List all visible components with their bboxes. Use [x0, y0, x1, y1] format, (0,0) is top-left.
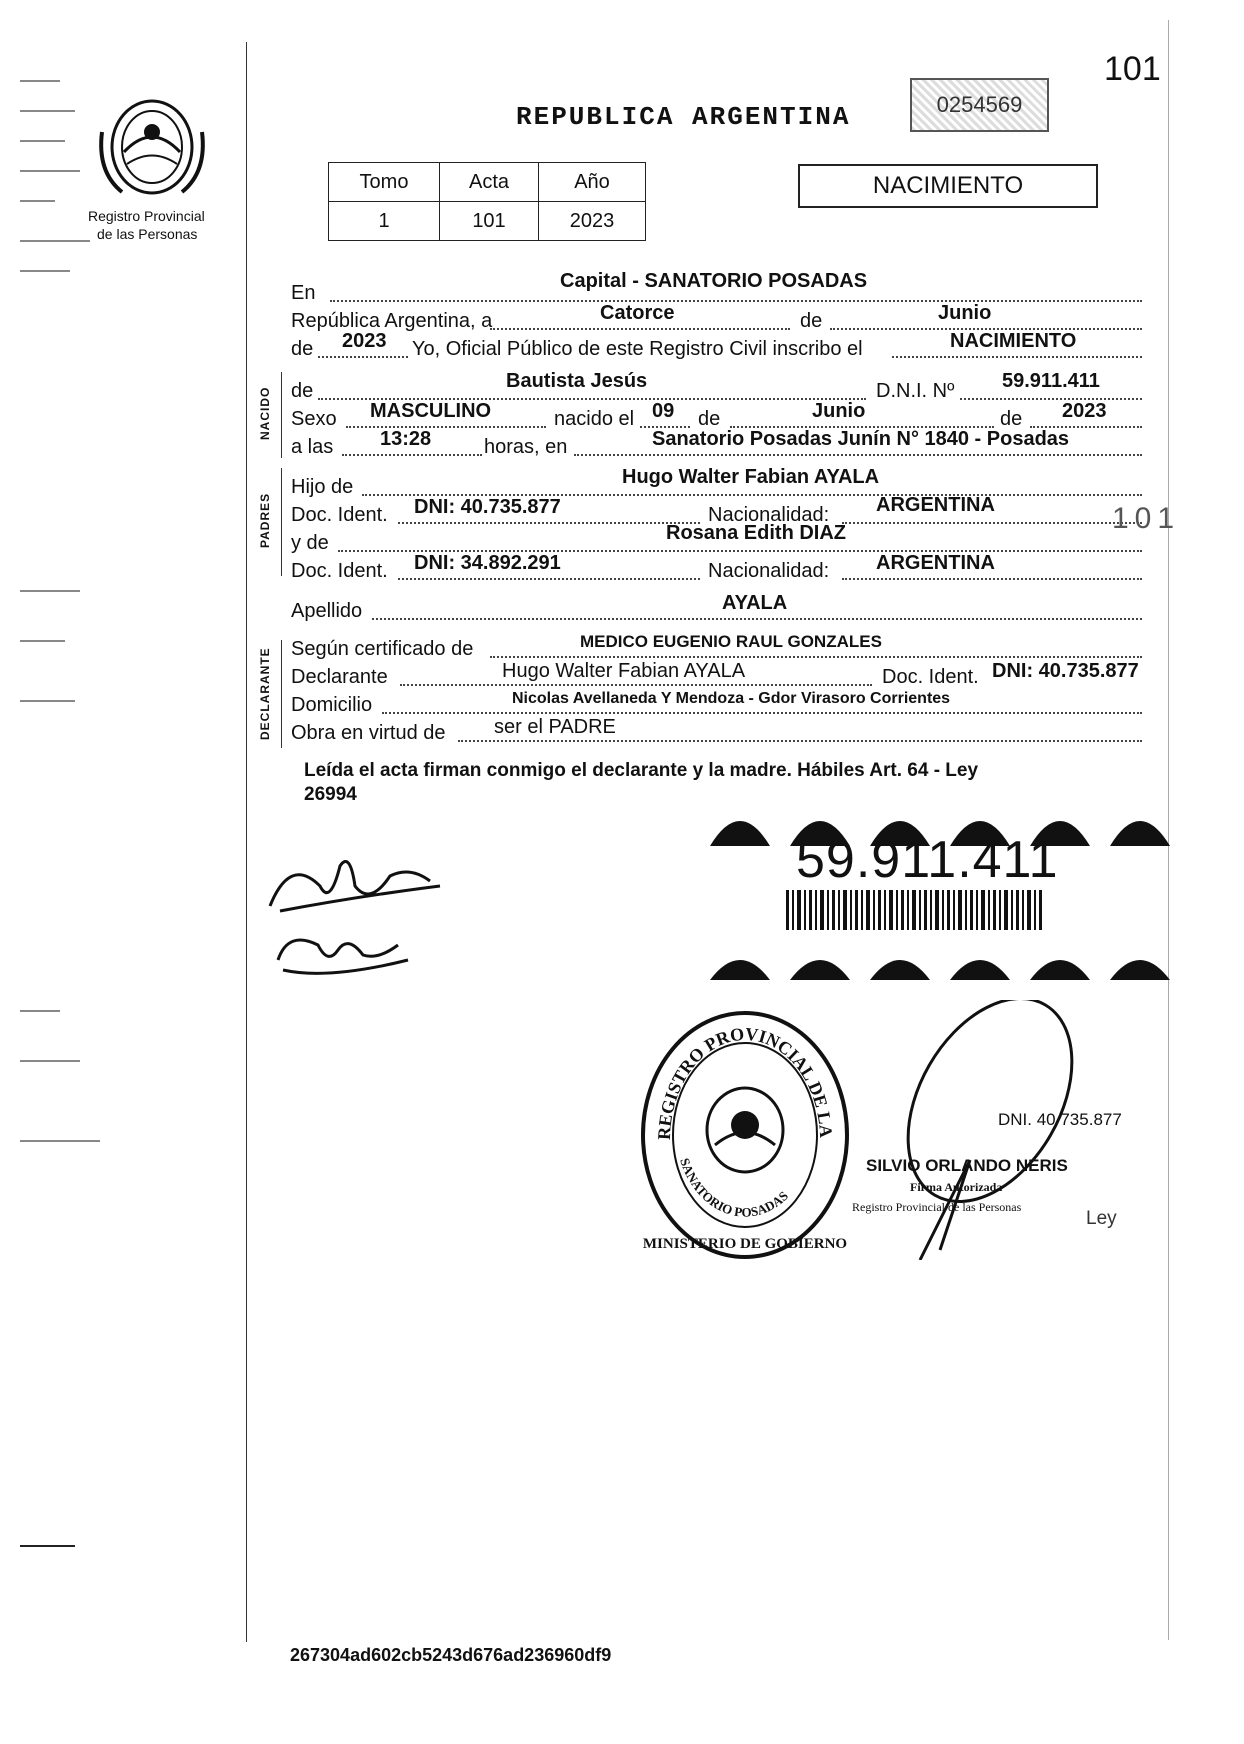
l8-nat-label: Nacionalidad:	[708, 504, 830, 526]
svg-text:SANATORIO POSADAS	[677, 1156, 791, 1220]
l2-mid: de	[800, 310, 823, 332]
l7-father: Hugo Walter Fabian AYALA	[622, 466, 880, 488]
document-hash: 267304ad602cb5243d676ad236960df9	[290, 1645, 612, 1665]
l2-dots-a	[490, 328, 790, 330]
l4-dni: 59.911.411	[1002, 370, 1100, 392]
signature-madre	[268, 920, 418, 990]
ano-header: Año	[539, 163, 646, 202]
l11-value: AYALA	[722, 592, 788, 614]
l13-doc-label: Doc. Ident.	[882, 666, 979, 688]
tomo-header: Tomo	[329, 163, 440, 202]
l13-prefix: Declarante	[291, 666, 388, 688]
officer-dni: DNI. 40 735.877	[998, 1110, 1122, 1129]
tomo-value: 1	[329, 202, 440, 241]
officer-org: Registro Provincial de las Personas	[852, 1200, 1022, 1214]
l14-value: Nicolas Avellaneda Y Mendoza - Gdor Virasoro Corrientes	[512, 690, 951, 707]
l5-de1: de	[698, 408, 721, 430]
l10-nat-label: Nacionalidad:	[708, 560, 830, 582]
seal-bottom-text: MINISTERIO DE GOBIERNO	[642, 1236, 848, 1252]
declarante-bracket	[281, 640, 282, 748]
l3-dots-b	[892, 356, 1142, 358]
l4-dots-b	[960, 398, 1142, 400]
l6-prefix: a las	[291, 436, 334, 458]
l3-mid: Yo, Oficial Público de este Registro Civil inscribo el	[412, 338, 863, 360]
l6-mid: horas, en	[484, 436, 568, 458]
page-number: 101	[1104, 50, 1161, 88]
l5-year: 2023	[1062, 400, 1107, 422]
side-label-declarante: DECLARANTE	[258, 647, 272, 740]
nacido-bracket	[281, 372, 282, 458]
barcode	[786, 890, 1046, 930]
dni-number: 59.911.411	[796, 831, 1059, 889]
l13-dots-a	[400, 684, 872, 686]
l13-value: Hugo Walter Fabian AYALA	[502, 660, 746, 682]
l8-prefix: Doc. Ident.	[291, 504, 388, 526]
dni-strip	[700, 796, 1170, 980]
l9-prefix: y de	[291, 532, 329, 554]
acta-value: 101	[440, 202, 539, 241]
side-label-nacido: NACIDO	[258, 386, 272, 440]
l6-dots-b	[574, 454, 1142, 456]
l5-month: Junio	[812, 400, 866, 422]
signature-declarante	[260, 846, 450, 926]
l15-dots	[458, 740, 1142, 742]
logo-org-line1: Registro Provincial	[88, 208, 205, 224]
l5-mid: nacido el	[554, 408, 635, 430]
l12-prefix: Según certificado de	[291, 638, 474, 660]
l13-doc: DNI: 40.735.877	[992, 660, 1139, 682]
l8-doc: DNI: 40.735.877	[414, 496, 561, 518]
province-logo	[92, 92, 212, 202]
l5-dots-a	[346, 426, 546, 428]
serial-stamp	[910, 78, 1049, 132]
officer-name: SILVIO ORLANDO NERIS	[866, 1156, 1068, 1175]
l1-value: Capital - SANATORIO POSADAS	[560, 270, 868, 292]
l7-prefix: Hijo de	[291, 476, 354, 498]
l14-prefix: Domicilio	[291, 694, 373, 716]
l3-year: 2023	[342, 330, 387, 352]
l6-time: 13:28	[380, 428, 432, 450]
l8-dots-a	[398, 522, 700, 524]
l5-day: 09	[652, 400, 675, 422]
l9-mother: Rosana Edith DIAZ	[666, 522, 847, 544]
l6-place: Sanatorio Posadas Junín N° 1840 - Posadas	[652, 428, 1070, 450]
official-seal	[640, 1010, 850, 1260]
l5-de2: de	[1000, 408, 1023, 430]
officer-ley: Ley	[1086, 1208, 1117, 1229]
l10-prefix: Doc. Ident.	[291, 560, 388, 582]
country-title: REPUBLICA ARGENTINA	[516, 102, 851, 132]
l3-value: NACIMIENTO	[950, 330, 1077, 352]
l4-name: Bautista Jesús	[506, 370, 648, 392]
l11-dots	[372, 618, 1142, 620]
l6-dots-a	[342, 454, 482, 456]
l4-dni-label: D.N.I. Nº	[876, 380, 955, 402]
ano-value: 2023	[539, 202, 646, 241]
l2-prefix: República Argentina, a	[291, 310, 493, 332]
closing-line1: Leída el acta firman conmigo el declarante y la madre. Hábiles Art. 64 - Ley	[304, 760, 979, 781]
l10-dots-a	[398, 578, 700, 580]
l12-value: MEDICO EUGENIO RAUL GONZALES	[580, 632, 882, 651]
tomo-acta-table	[328, 162, 646, 241]
l8-dots-b	[842, 522, 1142, 524]
l5-sex: MASCULINO	[370, 400, 492, 422]
padres-bracket	[281, 468, 282, 576]
l12-dots	[490, 656, 1142, 658]
l10-nat: ARGENTINA	[876, 552, 995, 574]
logo-org-line2: de las Personas	[97, 226, 198, 242]
l14-dots	[382, 712, 1142, 714]
l4-prefix: de	[291, 380, 314, 402]
l1-dots	[330, 300, 1142, 302]
l15-prefix: Obra en virtud de	[291, 722, 446, 744]
act-type-box	[798, 164, 1098, 208]
l2-day: Catorce	[600, 302, 675, 324]
dni-pattern-bottom	[700, 940, 1170, 980]
acta-header: Acta	[440, 163, 539, 202]
side-label-padres: PADRES	[258, 492, 272, 548]
margin-number: 101	[1112, 502, 1181, 535]
l1-prefix: En	[291, 282, 316, 304]
l10-doc: DNI: 34.892.291	[414, 552, 561, 574]
l11-prefix: Apellido	[291, 600, 363, 622]
l5-prefix: Sexo	[291, 408, 337, 430]
l3-dots-a	[318, 356, 408, 358]
l8-nat: ARGENTINA	[876, 494, 995, 516]
officer-role: Firma Autorizada	[910, 1180, 1003, 1194]
serial-number: 0254569	[936, 92, 1023, 117]
l2-month: Junio	[938, 302, 992, 324]
seal-inner-text: SANATORIO POSADAS	[677, 1156, 791, 1220]
seal-outer-text: REGISTRO PROVINCIAL DE LA	[653, 1023, 837, 1141]
l15-value: ser el PADRE	[494, 716, 616, 738]
l10-dots-b	[842, 578, 1142, 580]
left-margin-rule	[246, 42, 247, 1642]
officer-signature	[880, 1000, 1110, 1260]
closing-line2: 26994	[304, 784, 357, 805]
l3-prefix: de	[291, 338, 314, 360]
act-type: NACIMIENTO	[872, 172, 1024, 199]
